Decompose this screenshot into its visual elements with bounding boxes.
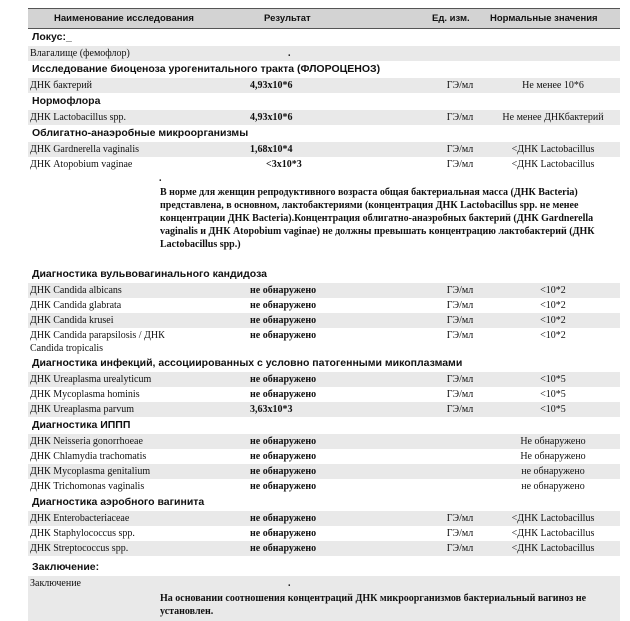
row-name-continued: Candida tropicalis [30,343,104,354]
row-result: не обнаружено [250,528,317,539]
section-title: Заключение: [32,561,100,573]
row-result: не обнаружено [250,374,317,385]
row-name: ДНК Chlamydia trachomatis [30,451,147,462]
header-result: Результат [264,13,311,24]
row-norm: Не обнаружено [520,451,586,462]
row-norm: <ДНК Lactobacillus [511,159,595,170]
table-row [28,387,620,402]
row-unit: ГЭ/мл [446,144,474,155]
row-name: ДНК Streptococcus spp. [30,543,129,554]
row-result: не обнаружено [250,513,317,524]
table-row [28,526,620,541]
row-unit: ГЭ/мл [446,528,474,539]
row-norm: Не обнаружено [520,436,586,447]
row-result: . [288,578,291,589]
row-norm: <ДНК Lactobacillus [511,144,595,155]
section-normoflora [28,93,620,110]
row-name: ДНК Trichomonas vaginalis [30,481,145,492]
row-unit: ГЭ/мл [446,300,474,311]
section-anaerobes [28,125,620,142]
row-name: ДНК Candida parapsilosis / ДНК [30,330,165,341]
table-row [28,464,620,479]
section-title: Диагностика инфекций, ассоциированных с условно патогенными микоплазмами [32,357,463,369]
section-ippp [28,417,620,434]
row-name: ДНК Enterobacteriaceae [30,513,130,524]
table-row [28,576,620,591]
section-title: Облигатно-анаэробные микроорганизмы [32,127,249,139]
row-norm: не обнаружено [521,466,585,477]
table-row [28,110,620,125]
row-name: Заключение [30,578,81,589]
row-norm: <10*2 [540,315,566,326]
row-unit: ГЭ/мл [446,389,474,400]
row-result: 3,63x10*3 [250,404,293,415]
table-row [28,541,620,556]
row-norm: <10*5 [540,389,566,400]
header-name: Наименование исследования [54,13,194,24]
table-row [28,142,620,157]
row-name: ДНК бактерий [30,80,92,91]
table-row [28,511,620,526]
table-row [28,372,620,387]
table-row [28,298,620,313]
row-result: 4,93x10*6 [250,112,293,123]
section-locus [28,29,620,46]
row-result: 1,68x10*4 [250,144,293,155]
section-candida [28,266,620,283]
row-unit: ГЭ/мл [446,285,474,296]
row-name: ДНК Gardnerella vaginalis [30,144,140,155]
row-norm: <10*2 [540,285,566,296]
row-name: ДНК Candida krusei [30,315,114,326]
conclusion-block [28,576,620,621]
row-unit: ГЭ/мл [446,80,474,91]
table-row [28,434,620,449]
row-unit: ГЭ/мл [446,374,474,385]
row-name: ДНК Lactobacillus spp. [30,112,126,123]
section-title: Диагностика аэробного вагинита [32,496,205,508]
table-row [28,157,620,172]
row-norm: <10*5 [540,404,566,415]
row-norm: <10*2 [540,330,566,341]
row-result: не обнаружено [250,315,317,326]
section-mycoplasma [28,355,620,372]
table-row [28,328,620,355]
row-result: не обнаружено [250,300,317,311]
section-biocenosis [28,61,620,78]
row-norm: Не менее ДНКбактерий [502,112,604,123]
row-unit: ГЭ/мл [446,112,474,123]
table-row [28,283,620,298]
row-name: ДНК Mycoplasma hominis [30,389,140,400]
row-name: ДНК Ureaplasma urealyticum [30,374,152,385]
row-norm: Не менее 10*6 [522,80,584,91]
table-row [28,479,620,494]
header-norm: Нормальные значения [490,13,598,24]
row-unit: ГЭ/мл [446,315,474,326]
row-unit: ГЭ/мл [446,513,474,524]
section-title: Диагностика ИППП [32,419,131,431]
row-result: не обнаружено [250,481,317,492]
table-row [28,78,620,93]
row-result: не обнаружено [250,543,317,554]
row-name: ДНК Ureaplasma parvum [30,404,135,415]
section-title: Локус:_ [32,31,72,43]
row-norm: <ДНК Lactobacillus [511,543,595,554]
section-title: Диагностика вульвовагинального кандидоза [32,268,267,280]
section-title: Нормофлора [32,95,101,107]
row-unit: ГЭ/мл [446,330,474,341]
row-norm: <10*2 [540,300,566,311]
section-aerobic [28,494,620,511]
table-row [28,46,620,61]
table-row [28,449,620,464]
row-result: не обнаружено [250,330,317,341]
row-result: <3x10*3 [266,159,302,170]
conclusion-text: На основании соотношения концентраций ДНК микроорганизмов бактериальный вагиноз не установлен. [160,593,587,617]
row-result: не обнаружено [250,436,317,447]
row-unit: ГЭ/мл [446,159,474,170]
row-result: не обнаружено [250,389,317,400]
note-dot-row [28,172,620,186]
row-unit: ГЭ/мл [446,404,474,415]
table-header [28,8,620,29]
header-unit: Ед. изм. [432,13,470,24]
row-result: 4,93x10*6 [250,80,293,91]
row-result: не обнаружено [250,466,317,477]
row-name: ДНК Staphylococcus spp. [30,528,135,539]
row-unit: ГЭ/мл [446,543,474,554]
row-name: ДНК Candida glabrata [30,300,122,311]
row-norm: <ДНК Lactobacillus [511,513,595,524]
note-text: В норме для женщин репродуктивного возраста общая бактериальная масса (ДНК Bacteria) представлена, в основном, лактобактериями (концентрация ДНК Lactobacillus spp. не менее концентрации ДНК Bacteria).Концентрация облигатно-анаэробных бактерий (ДНК Gardnerella vaginalis и ДНК Atopobium vaginae) не должны превышать концентрацию лактобактерий (ДНК Lactobacillus spp.) [160,187,595,250]
section-conclusion [28,556,620,576]
row-result: не обнаружено [250,451,317,462]
lab-report [28,8,620,621]
row-norm: не обнаружено [521,481,585,492]
row-name: ДНК Neisseria gonorrhoeae [30,436,143,447]
row-name: ДНК Candida albicans [30,285,122,296]
row-result: . [288,48,291,59]
row-name: ДНК Mycoplasma genitalium [30,466,151,477]
table-row [28,313,620,328]
row-name: Влагалище (фемофлор) [30,48,130,59]
row-name: ДНК Atopobium vaginae [30,159,133,170]
row-result: не обнаружено [250,285,317,296]
row-norm: <ДНК Lactobacillus [511,528,595,539]
note-dot: . [159,173,162,184]
row-norm: <10*5 [540,374,566,385]
section-title: Исследование биоценоза урогенитального тракта (ФЛОРОЦЕНОЗ) [32,63,381,75]
table-row [28,402,620,417]
